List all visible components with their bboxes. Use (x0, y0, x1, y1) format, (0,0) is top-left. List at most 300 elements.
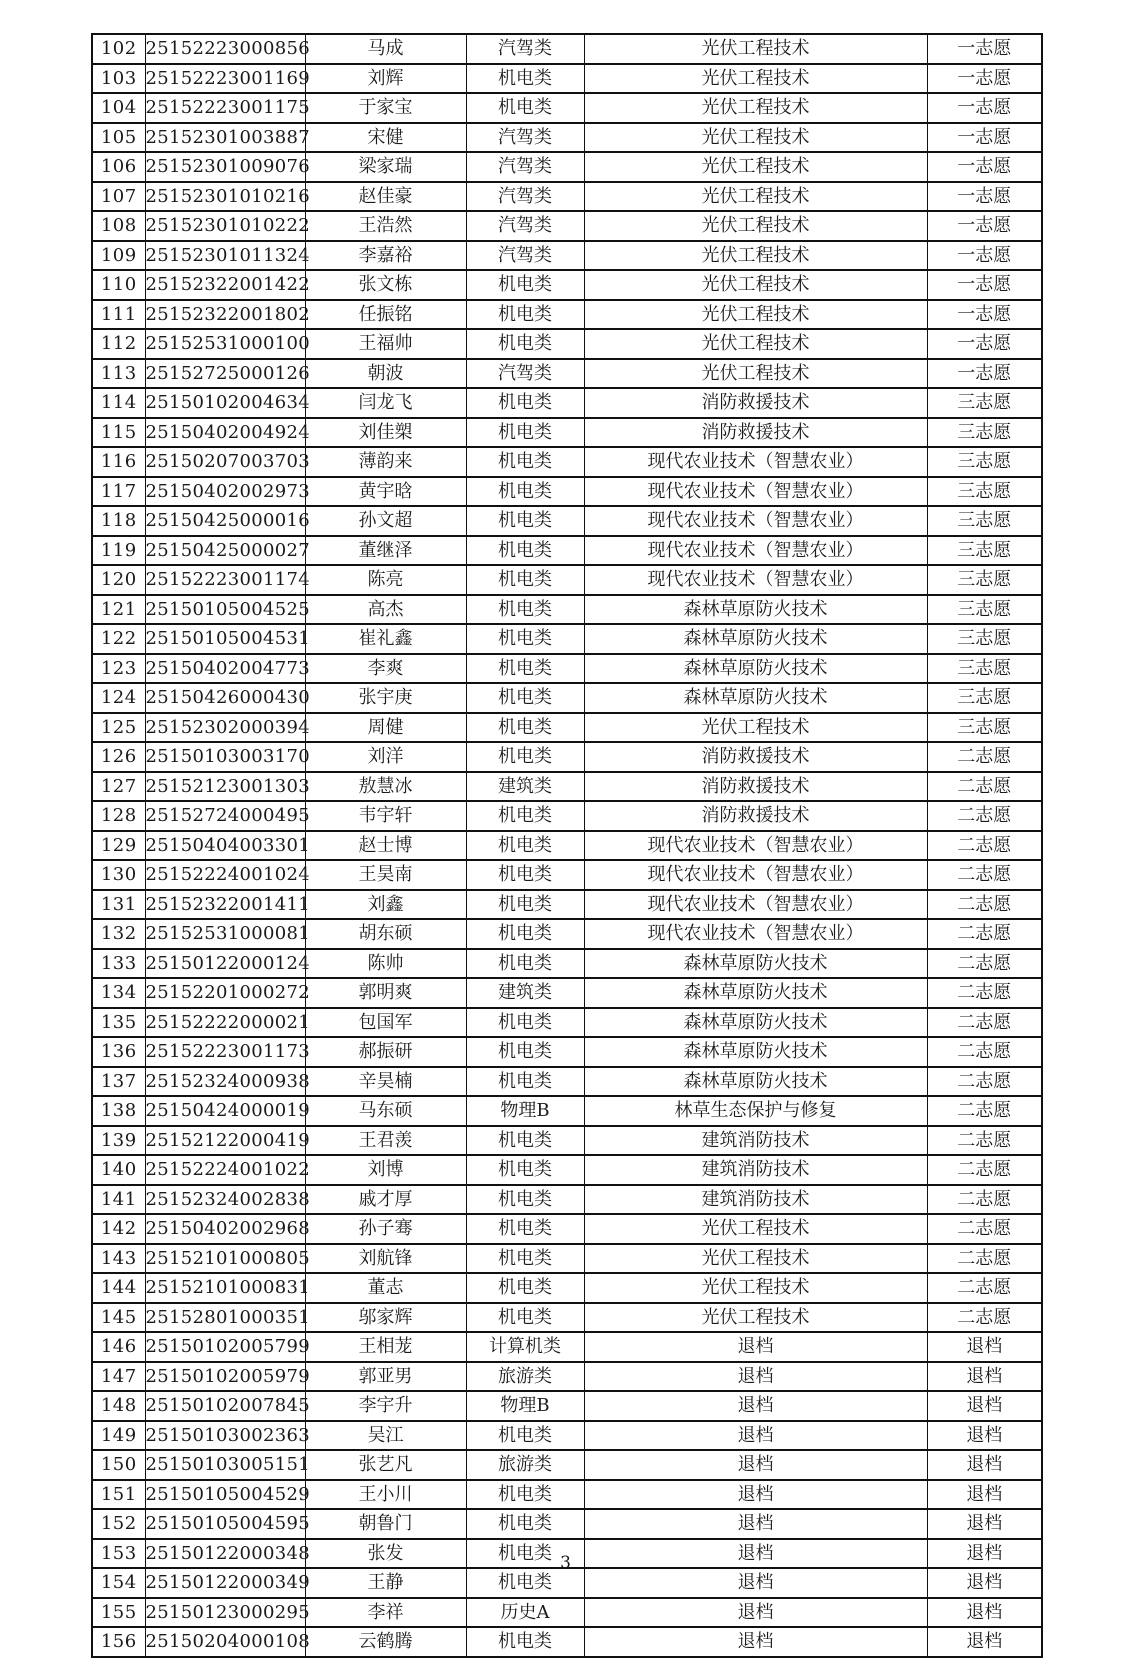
student-name-cell: 敖慧冰 (305, 772, 466, 802)
volunteer-round-cell: 二志愿 (927, 949, 1042, 979)
category-cell: 机电类 (466, 1037, 584, 1067)
exam-id-cell: 25150122000348 (145, 1539, 305, 1569)
student-name-cell: 董继泽 (305, 536, 466, 566)
student-name-cell: 刘辉 (305, 64, 466, 94)
category-cell: 旅游类 (466, 1450, 584, 1480)
category-cell: 汽驾类 (466, 211, 584, 241)
admitted-major-cell: 光伏工程技术 (584, 300, 927, 330)
table-row (92, 1391, 1042, 1421)
table-row (92, 949, 1042, 979)
table-row (92, 831, 1042, 861)
row-number-cell: 108 (92, 211, 145, 241)
row-number-cell: 156 (92, 1627, 145, 1657)
row-number-cell: 102 (92, 34, 145, 64)
exam-id-cell: 25150204000108 (145, 1627, 305, 1657)
admitted-major-cell: 光伏工程技术 (584, 1303, 927, 1333)
exam-id-cell: 25150207003703 (145, 447, 305, 477)
student-name-cell: 朝波 (305, 359, 466, 389)
student-name-cell: 王浩然 (305, 211, 466, 241)
row-number-cell: 149 (92, 1421, 145, 1451)
category-cell: 历史A (466, 1598, 584, 1628)
table-row (92, 1332, 1042, 1362)
student-name-cell: 邬家辉 (305, 1303, 466, 1333)
admitted-major-cell: 林草生态保护与修复 (584, 1096, 927, 1126)
student-name-cell: 孙子骞 (305, 1214, 466, 1244)
table-row (92, 1096, 1042, 1126)
exam-id-cell: 25152123001303 (145, 772, 305, 802)
row-number-cell: 134 (92, 978, 145, 1008)
volunteer-round-cell: 一志愿 (927, 152, 1042, 182)
table-row (92, 1008, 1042, 1038)
category-cell: 机电类 (466, 300, 584, 330)
volunteer-round-cell: 二志愿 (927, 978, 1042, 1008)
exam-id-cell: 25150123000295 (145, 1598, 305, 1628)
exam-id-cell: 25150402002968 (145, 1214, 305, 1244)
row-number-cell: 103 (92, 64, 145, 94)
table-row (92, 1509, 1042, 1539)
volunteer-round-cell: 二志愿 (927, 1244, 1042, 1274)
row-number-cell: 145 (92, 1303, 145, 1333)
category-cell: 建筑类 (466, 978, 584, 1008)
row-number-cell: 140 (92, 1155, 145, 1185)
table-row (92, 34, 1042, 64)
table-row (92, 418, 1042, 448)
exam-id-cell: 25152101000805 (145, 1244, 305, 1274)
volunteer-round-cell: 二志愿 (927, 742, 1042, 772)
exam-id-cell: 25152531000081 (145, 919, 305, 949)
student-name-cell: 刘洋 (305, 742, 466, 772)
student-name-cell: 黄宇晗 (305, 477, 466, 507)
table-row (92, 1273, 1042, 1303)
admitted-major-cell: 退档 (584, 1332, 927, 1362)
admitted-major-cell: 退档 (584, 1450, 927, 1480)
category-cell: 机电类 (466, 890, 584, 920)
student-name-cell: 任振铭 (305, 300, 466, 330)
volunteer-round-cell: 退档 (927, 1362, 1042, 1392)
volunteer-round-cell: 二志愿 (927, 1273, 1042, 1303)
category-cell: 物理B (466, 1391, 584, 1421)
category-cell: 机电类 (466, 477, 584, 507)
student-name-cell: 陈帅 (305, 949, 466, 979)
admitted-major-cell: 建筑消防技术 (584, 1155, 927, 1185)
volunteer-round-cell: 二志愿 (927, 1008, 1042, 1038)
category-cell: 机电类 (466, 93, 584, 123)
row-number-cell: 139 (92, 1126, 145, 1156)
exam-id-cell: 25150102004634 (145, 388, 305, 418)
row-number-cell: 136 (92, 1037, 145, 1067)
student-name-cell: 刘博 (305, 1155, 466, 1185)
table-row (92, 624, 1042, 654)
row-number-cell: 118 (92, 506, 145, 536)
table-row (92, 1362, 1042, 1392)
row-number-cell: 123 (92, 654, 145, 684)
exam-id-cell: 25152322001802 (145, 300, 305, 330)
volunteer-round-cell: 三志愿 (927, 506, 1042, 536)
admitted-major-cell: 森林草原防火技术 (584, 683, 927, 713)
row-number-cell: 130 (92, 860, 145, 890)
student-name-cell: 胡东硕 (305, 919, 466, 949)
admitted-major-cell: 光伏工程技术 (584, 182, 927, 212)
category-cell: 机电类 (466, 418, 584, 448)
volunteer-round-cell: 二志愿 (927, 1037, 1042, 1067)
exam-id-cell: 25152222000021 (145, 1008, 305, 1038)
exam-id-cell: 25152223000856 (145, 34, 305, 64)
row-number-cell: 154 (92, 1568, 145, 1598)
row-number-cell: 142 (92, 1214, 145, 1244)
student-name-cell: 高杰 (305, 595, 466, 625)
exam-id-cell: 25152223001175 (145, 93, 305, 123)
category-cell: 机电类 (466, 654, 584, 684)
exam-id-cell: 25152101000831 (145, 1273, 305, 1303)
row-number-cell: 114 (92, 388, 145, 418)
volunteer-round-cell: 二志愿 (927, 831, 1042, 861)
row-number-cell: 132 (92, 919, 145, 949)
row-number-cell: 113 (92, 359, 145, 389)
category-cell: 机电类 (466, 919, 584, 949)
category-cell: 机电类 (466, 1008, 584, 1038)
volunteer-round-cell: 一志愿 (927, 93, 1042, 123)
table-row (92, 1126, 1042, 1156)
volunteer-round-cell: 三志愿 (927, 683, 1042, 713)
volunteer-round-cell: 退档 (927, 1509, 1042, 1539)
exam-id-cell: 25152223001173 (145, 1037, 305, 1067)
exam-id-cell: 25152224001024 (145, 860, 305, 890)
row-number-cell: 152 (92, 1509, 145, 1539)
student-name-cell: 薄韵来 (305, 447, 466, 477)
exam-id-cell: 25150404003301 (145, 831, 305, 861)
student-name-cell: 周健 (305, 713, 466, 743)
exam-id-cell: 25152322001411 (145, 890, 305, 920)
table-row (92, 1303, 1042, 1333)
category-cell: 机电类 (466, 1067, 584, 1097)
table-row (92, 683, 1042, 713)
category-cell: 机电类 (466, 329, 584, 359)
exam-id-cell: 25150105004595 (145, 1509, 305, 1539)
table-row (92, 801, 1042, 831)
table-row (92, 211, 1042, 241)
row-number-cell: 135 (92, 1008, 145, 1038)
student-name-cell: 张艺凡 (305, 1450, 466, 1480)
exam-id-cell: 25150122000349 (145, 1568, 305, 1598)
admitted-major-cell: 现代农业技术（智慧农业） (584, 506, 927, 536)
table-row (92, 182, 1042, 212)
admitted-major-cell: 光伏工程技术 (584, 34, 927, 64)
volunteer-round-cell: 三志愿 (927, 624, 1042, 654)
volunteer-round-cell: 一志愿 (927, 270, 1042, 300)
category-cell: 机电类 (466, 713, 584, 743)
exam-id-cell: 25152122000419 (145, 1126, 305, 1156)
exam-id-cell: 25152801000351 (145, 1303, 305, 1333)
category-cell: 机电类 (466, 64, 584, 94)
admitted-major-cell: 消防救援技术 (584, 801, 927, 831)
student-name-cell: 李祥 (305, 1598, 466, 1628)
row-number-cell: 126 (92, 742, 145, 772)
volunteer-round-cell: 退档 (927, 1421, 1042, 1451)
student-name-cell: 赵佳豪 (305, 182, 466, 212)
table-body (92, 34, 1042, 1657)
row-number-cell: 112 (92, 329, 145, 359)
volunteer-round-cell: 一志愿 (927, 241, 1042, 271)
volunteer-round-cell: 退档 (927, 1627, 1042, 1657)
table-row (92, 890, 1042, 920)
category-cell: 机电类 (466, 1303, 584, 1333)
admitted-major-cell: 消防救援技术 (584, 742, 927, 772)
exam-id-cell: 25152302000394 (145, 713, 305, 743)
category-cell: 机电类 (466, 860, 584, 890)
admitted-major-cell: 光伏工程技术 (584, 93, 927, 123)
row-number-cell: 124 (92, 683, 145, 713)
exam-id-cell: 25152223001174 (145, 565, 305, 595)
exam-id-cell: 25152324000938 (145, 1067, 305, 1097)
category-cell: 机电类 (466, 801, 584, 831)
exam-id-cell: 25152324002838 (145, 1185, 305, 1215)
volunteer-round-cell: 三志愿 (927, 536, 1042, 566)
exam-id-cell: 25152301009076 (145, 152, 305, 182)
table-row (92, 359, 1042, 389)
student-name-cell: 辛昊楠 (305, 1067, 466, 1097)
volunteer-round-cell: 三志愿 (927, 477, 1042, 507)
admitted-major-cell: 森林草原防火技术 (584, 595, 927, 625)
student-name-cell: 朝鲁门 (305, 1509, 466, 1539)
row-number-cell: 150 (92, 1450, 145, 1480)
row-number-cell: 133 (92, 949, 145, 979)
student-name-cell: 李爽 (305, 654, 466, 684)
page-number: 3 (560, 1553, 571, 1573)
category-cell: 机电类 (466, 1509, 584, 1539)
table-row (92, 1450, 1042, 1480)
table-row (92, 93, 1042, 123)
table-row (92, 860, 1042, 890)
row-number-cell: 155 (92, 1598, 145, 1628)
row-number-cell: 151 (92, 1480, 145, 1510)
admitted-major-cell: 现代农业技术（智慧农业） (584, 860, 927, 890)
exam-id-cell: 25152223001169 (145, 64, 305, 94)
admitted-major-cell: 消防救援技术 (584, 772, 927, 802)
exam-id-cell: 25152301003887 (145, 123, 305, 153)
table-row (92, 1421, 1042, 1451)
row-number-cell: 125 (92, 713, 145, 743)
exam-id-cell: 25152201000272 (145, 978, 305, 1008)
exam-id-cell: 25152724000495 (145, 801, 305, 831)
row-number-cell: 109 (92, 241, 145, 271)
student-name-cell: 刘鑫 (305, 890, 466, 920)
admitted-major-cell: 退档 (584, 1362, 927, 1392)
student-name-cell: 刘佳槊 (305, 418, 466, 448)
table-row (92, 388, 1042, 418)
row-number-cell: 127 (92, 772, 145, 802)
student-name-cell: 韦宇轩 (305, 801, 466, 831)
volunteer-round-cell: 二志愿 (927, 772, 1042, 802)
admitted-major-cell: 光伏工程技术 (584, 270, 927, 300)
category-cell: 机电类 (466, 1126, 584, 1156)
table-row (92, 1067, 1042, 1097)
volunteer-round-cell: 一志愿 (927, 64, 1042, 94)
admitted-major-cell: 退档 (584, 1480, 927, 1510)
category-cell: 机电类 (466, 831, 584, 861)
row-number-cell: 122 (92, 624, 145, 654)
category-cell: 汽驾类 (466, 182, 584, 212)
exam-id-cell: 25150103005151 (145, 1450, 305, 1480)
admitted-major-cell: 退档 (584, 1568, 927, 1598)
category-cell: 机电类 (466, 595, 584, 625)
volunteer-round-cell: 一志愿 (927, 123, 1042, 153)
student-name-cell: 崔礼鑫 (305, 624, 466, 654)
category-cell: 机电类 (466, 949, 584, 979)
volunteer-round-cell: 退档 (927, 1391, 1042, 1421)
exam-id-cell: 25152531000100 (145, 329, 305, 359)
category-cell: 建筑类 (466, 772, 584, 802)
admitted-major-cell: 光伏工程技术 (584, 241, 927, 271)
row-number-cell: 153 (92, 1539, 145, 1569)
student-name-cell: 王小川 (305, 1480, 466, 1510)
student-name-cell: 马成 (305, 34, 466, 64)
exam-id-cell: 25150402002973 (145, 477, 305, 507)
table-row (92, 152, 1042, 182)
category-cell: 计算机类 (466, 1332, 584, 1362)
exam-id-cell: 25150122000124 (145, 949, 305, 979)
category-cell: 机电类 (466, 742, 584, 772)
table-row (92, 477, 1042, 507)
admitted-major-cell: 消防救援技术 (584, 388, 927, 418)
row-number-cell: 144 (92, 1273, 145, 1303)
category-cell: 机电类 (466, 624, 584, 654)
row-number-cell: 147 (92, 1362, 145, 1392)
category-cell: 机电类 (466, 1214, 584, 1244)
table-row (92, 1627, 1042, 1657)
row-number-cell: 148 (92, 1391, 145, 1421)
volunteer-round-cell: 二志愿 (927, 1096, 1042, 1126)
exam-id-cell: 25152224001022 (145, 1155, 305, 1185)
admitted-major-cell: 退档 (584, 1627, 927, 1657)
row-number-cell: 143 (92, 1244, 145, 1274)
row-number-cell: 131 (92, 890, 145, 920)
volunteer-round-cell: 三志愿 (927, 565, 1042, 595)
volunteer-round-cell: 一志愿 (927, 329, 1042, 359)
student-name-cell: 梁家瑞 (305, 152, 466, 182)
admitted-major-cell: 建筑消防技术 (584, 1185, 927, 1215)
student-name-cell: 陈亮 (305, 565, 466, 595)
exam-id-cell: 25150105004529 (145, 1480, 305, 1510)
category-cell: 机电类 (466, 565, 584, 595)
admitted-major-cell: 光伏工程技术 (584, 1244, 927, 1274)
table-row (92, 713, 1042, 743)
volunteer-round-cell: 二志愿 (927, 1155, 1042, 1185)
table-row (92, 1214, 1042, 1244)
exam-id-cell: 25150105004525 (145, 595, 305, 625)
row-number-cell: 111 (92, 300, 145, 330)
admitted-major-cell: 光伏工程技术 (584, 329, 927, 359)
exam-id-cell: 25152301010222 (145, 211, 305, 241)
table-row (92, 1244, 1042, 1274)
admitted-major-cell: 现代农业技术（智慧农业） (584, 565, 927, 595)
table-row (92, 270, 1042, 300)
table-row (92, 654, 1042, 684)
student-name-cell: 王君羡 (305, 1126, 466, 1156)
row-number-cell: 138 (92, 1096, 145, 1126)
student-name-cell: 王相茏 (305, 1332, 466, 1362)
student-name-cell: 李嘉裕 (305, 241, 466, 271)
admitted-major-cell: 现代农业技术（智慧农业） (584, 447, 927, 477)
volunteer-round-cell: 三志愿 (927, 713, 1042, 743)
table-row (92, 742, 1042, 772)
admitted-major-cell: 森林草原防火技术 (584, 1037, 927, 1067)
category-cell: 机电类 (466, 1244, 584, 1274)
table-row (92, 1037, 1042, 1067)
admitted-major-cell: 光伏工程技术 (584, 1273, 927, 1303)
admitted-major-cell: 现代农业技术（智慧农业） (584, 890, 927, 920)
exam-id-cell: 25152301010216 (145, 182, 305, 212)
category-cell: 机电类 (466, 1539, 584, 1569)
table-row (92, 64, 1042, 94)
row-number-cell: 128 (92, 801, 145, 831)
category-cell: 机电类 (466, 683, 584, 713)
volunteer-round-cell: 三志愿 (927, 654, 1042, 684)
volunteer-round-cell: 一志愿 (927, 211, 1042, 241)
category-cell: 机电类 (466, 1568, 584, 1598)
admitted-major-cell: 森林草原防火技术 (584, 1067, 927, 1097)
exam-id-cell: 25150103002363 (145, 1421, 305, 1451)
table-row (92, 329, 1042, 359)
table-row (92, 300, 1042, 330)
category-cell: 旅游类 (466, 1362, 584, 1392)
volunteer-round-cell: 三志愿 (927, 418, 1042, 448)
row-number-cell: 146 (92, 1332, 145, 1362)
exam-id-cell: 25150105004531 (145, 624, 305, 654)
student-name-cell: 刘航锋 (305, 1244, 466, 1274)
volunteer-round-cell: 三志愿 (927, 595, 1042, 625)
volunteer-round-cell: 退档 (927, 1568, 1042, 1598)
volunteer-round-cell: 二志愿 (927, 1126, 1042, 1156)
admitted-major-cell: 现代农业技术（智慧农业） (584, 536, 927, 566)
row-number-cell: 105 (92, 123, 145, 153)
admitted-major-cell: 光伏工程技术 (584, 123, 927, 153)
volunteer-round-cell: 二志愿 (927, 919, 1042, 949)
volunteer-round-cell: 二志愿 (927, 801, 1042, 831)
volunteer-round-cell: 一志愿 (927, 182, 1042, 212)
student-name-cell: 张发 (305, 1539, 466, 1569)
table-row (92, 506, 1042, 536)
student-name-cell: 王福帅 (305, 329, 466, 359)
category-cell: 汽驾类 (466, 359, 584, 389)
volunteer-round-cell: 二志愿 (927, 1067, 1042, 1097)
row-number-cell: 115 (92, 418, 145, 448)
category-cell: 机电类 (466, 1273, 584, 1303)
admitted-major-cell: 现代农业技术（智慧农业） (584, 831, 927, 861)
admitted-major-cell: 现代农业技术（智慧农业） (584, 919, 927, 949)
admitted-major-cell: 消防救援技术 (584, 418, 927, 448)
student-name-cell: 于家宝 (305, 93, 466, 123)
row-number-cell: 116 (92, 447, 145, 477)
table-row (92, 565, 1042, 595)
student-name-cell: 王昊南 (305, 860, 466, 890)
volunteer-round-cell: 退档 (927, 1480, 1042, 1510)
admitted-major-cell: 建筑消防技术 (584, 1126, 927, 1156)
volunteer-round-cell: 退档 (927, 1450, 1042, 1480)
admitted-major-cell: 退档 (584, 1598, 927, 1628)
admitted-major-cell: 光伏工程技术 (584, 359, 927, 389)
admitted-major-cell: 森林草原防火技术 (584, 654, 927, 684)
student-name-cell: 吴江 (305, 1421, 466, 1451)
student-name-cell: 李宇升 (305, 1391, 466, 1421)
category-cell: 汽驾类 (466, 152, 584, 182)
exam-id-cell: 25150102005979 (145, 1362, 305, 1392)
category-cell: 汽驾类 (466, 123, 584, 153)
table-row (92, 978, 1042, 1008)
row-number-cell: 141 (92, 1185, 145, 1215)
volunteer-round-cell: 退档 (927, 1539, 1042, 1569)
row-number-cell: 110 (92, 270, 145, 300)
volunteer-round-cell: 退档 (927, 1598, 1042, 1628)
